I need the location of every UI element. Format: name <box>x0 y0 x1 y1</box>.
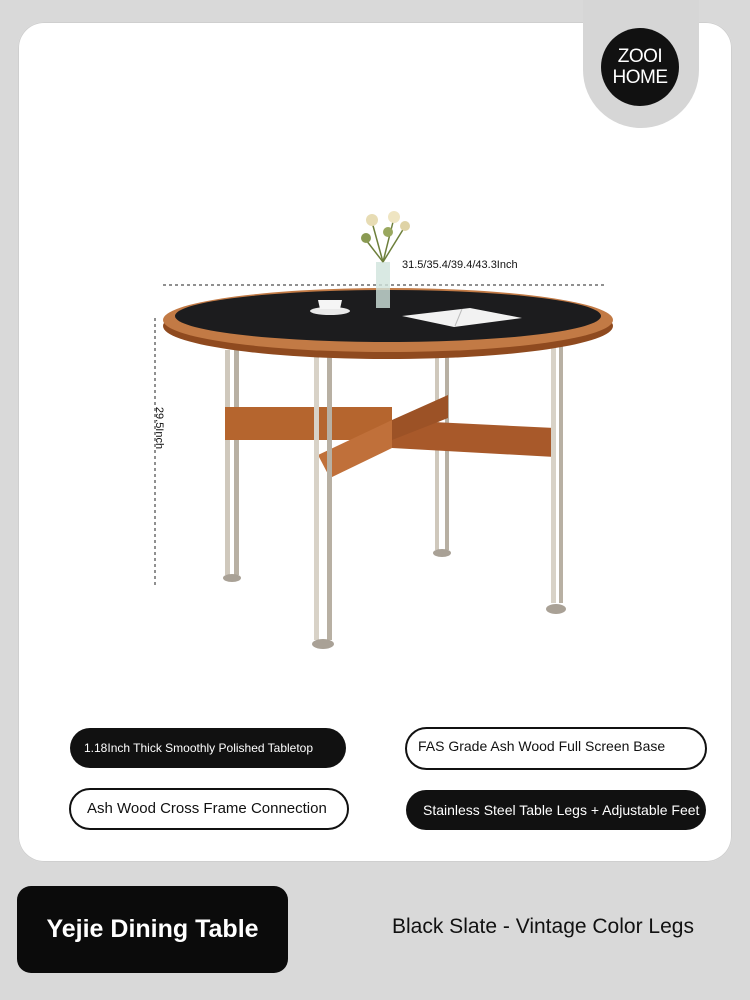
brand-logo-line1: ZOOI <box>617 46 663 67</box>
feature-badge-legs <box>406 790 706 830</box>
ash-wood-cross-frame <box>225 395 555 478</box>
brand-logo-line2: HOME <box>612 67 668 88</box>
width-dimension-label: 31.5/35.4/39.4/43.3Inch <box>402 259 518 271</box>
feature-badge-label: Ash Wood Cross Frame Connection <box>87 800 327 817</box>
feature-badge-base <box>405 727 707 770</box>
feature-badge-label: Stainless Steel Table Legs + Adjustable Feet <box>423 802 700 818</box>
product-variant: Black Slate - Vintage Color Legs <box>392 915 694 938</box>
feature-badge-label: 1.18Inch Thick Smoothly Polished Tabletop <box>84 741 314 755</box>
feature-badge-tabletop <box>70 728 346 768</box>
height-dimension-label: 29.5Inch <box>153 406 165 450</box>
product-name-badge <box>17 886 288 973</box>
feature-badge-cross-frame <box>69 788 349 830</box>
feature-badge-label: FAS Grade Ash Wood Full Screen Base <box>418 737 666 754</box>
product-name: Yejie Dining Table <box>46 915 259 943</box>
